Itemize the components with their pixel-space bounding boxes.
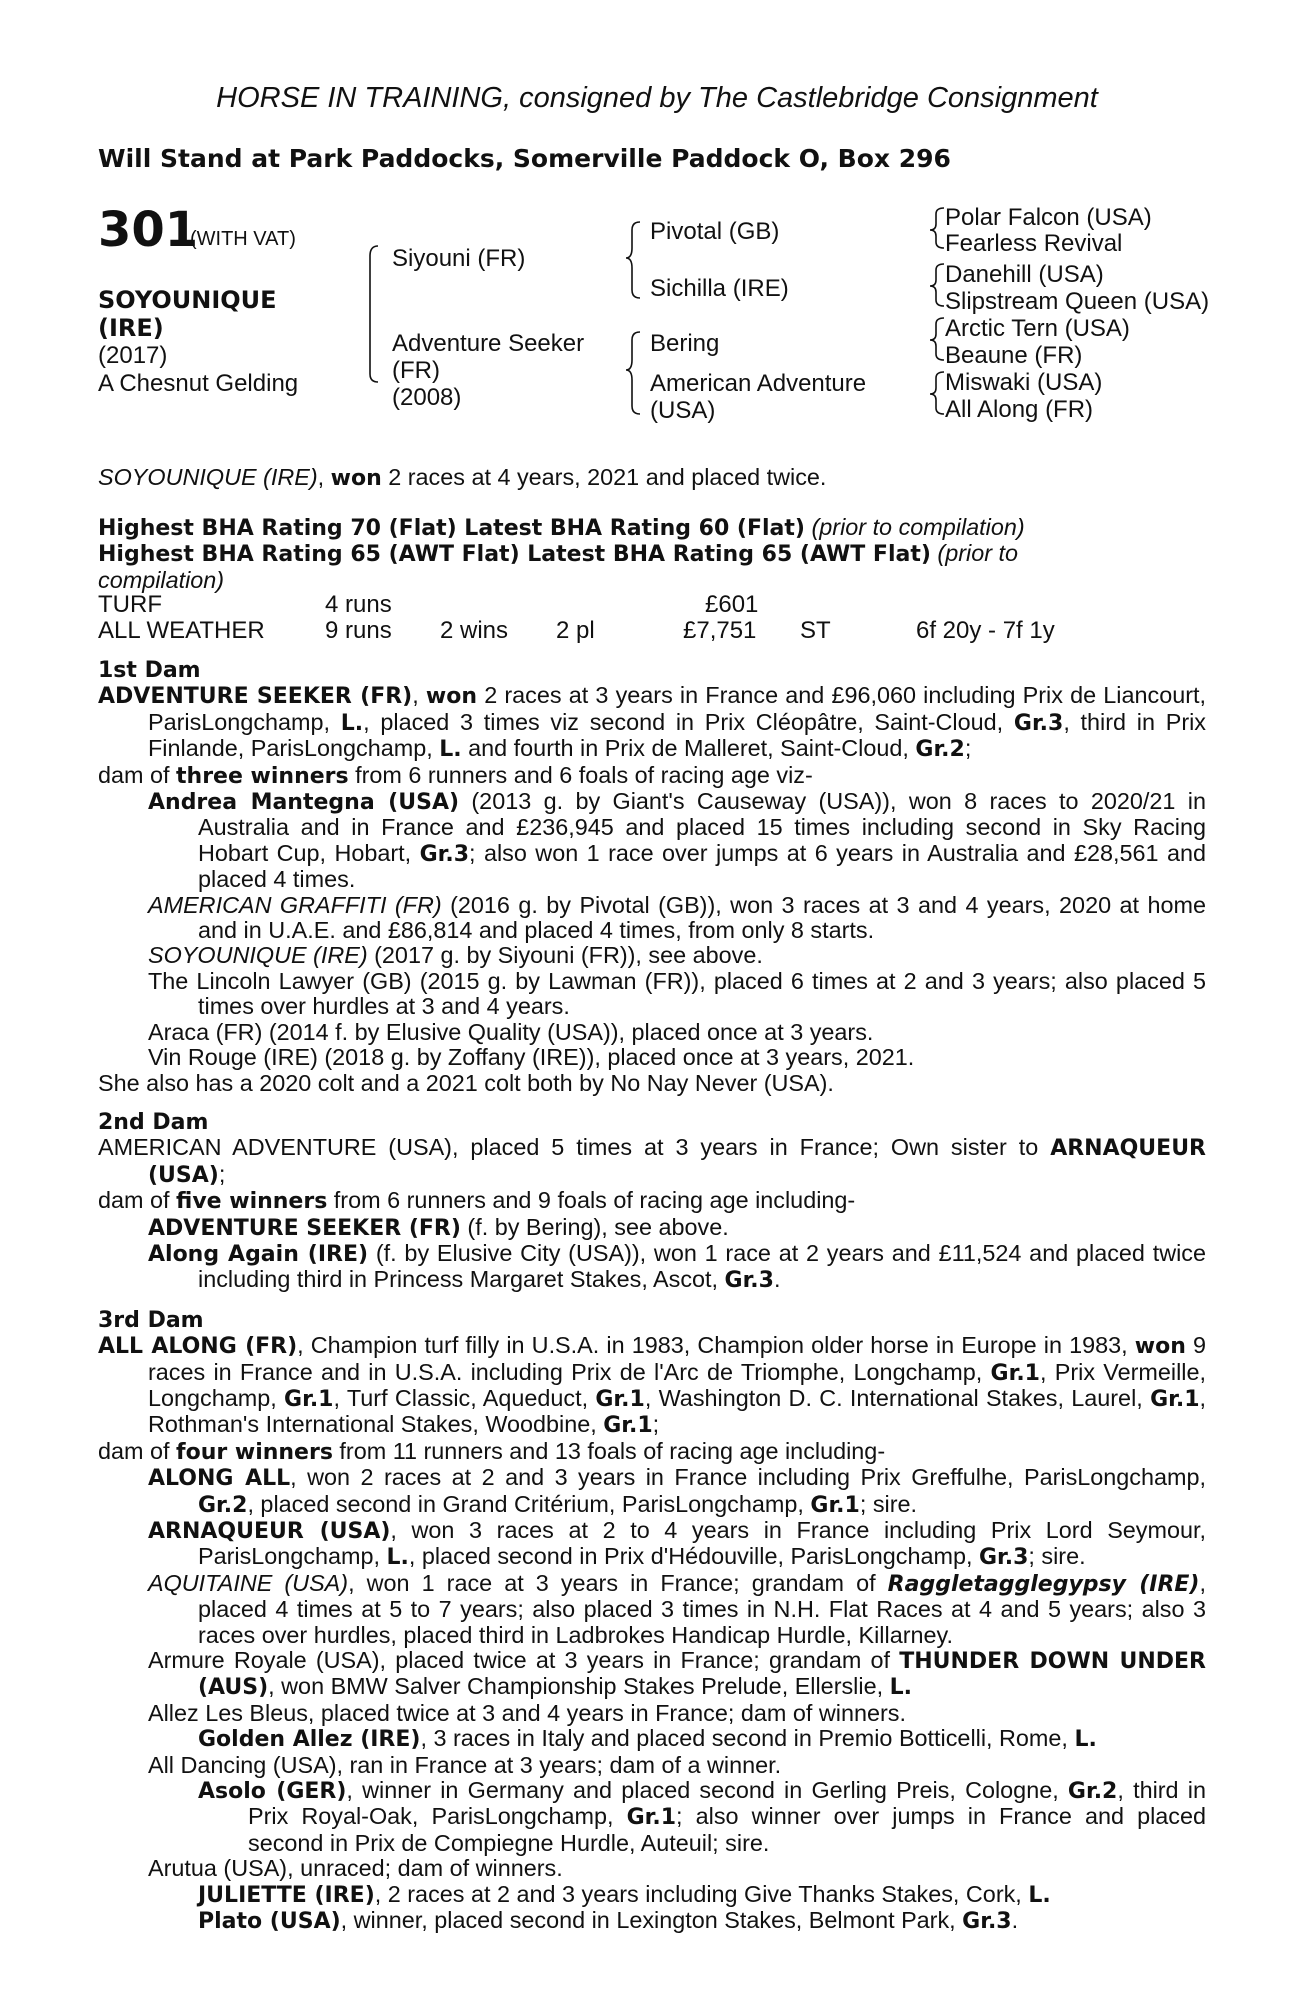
brace-gen1 [370, 246, 378, 382]
dam2-heading: 2nd Dam [98, 1109, 209, 1135]
gen3-dds: Miswaki (USA) [945, 369, 1103, 396]
produce-name: ADVENTURE SEEKER (FR) [148, 1215, 461, 1241]
grand-produce-name: Raggletagglegypsy (IRE) [887, 1571, 1200, 1597]
dam-narrative [98, 658, 1206, 1935]
grand-produce-name: Asolo (GER) [198, 1779, 347, 1805]
summary-won: won [330, 466, 382, 491]
dam1-heading: 1st Dam [98, 658, 201, 683]
produce-text: , won 2 races at 2 and 3 years in France including Prix Greffulhe, ParisLongchamp, [290, 1464, 1207, 1491]
produce-name: SOYOUNIQUE (IRE) [148, 942, 368, 969]
dam3-produce-3 [148, 1571, 1206, 1648]
dam1-produce-5: Araca (FR) (2014 f. by Elusive Quality (USA)), placed once at 3 years. [148, 1018, 874, 1045]
dam3-text-5: , Washington D. C. International Stakes, Laurel, [644, 1384, 1151, 1411]
dam3-grandproduce-7a [198, 1882, 1206, 1908]
dam1-gr2: Gr.2 [915, 737, 965, 763]
produce-text: , won 3 races at 2 to 4 years in France including Prix Lord Seymour, ParisLongchamp, [198, 1517, 1206, 1570]
produce-text: , winner in Germany and placed second in Gerling Preis, Cologne, [346, 1777, 1068, 1804]
dam3-gr1: Gr.1 [595, 1386, 645, 1412]
produce-listed: L. [1028, 1882, 1051, 1908]
dam3-produce-4 [148, 1648, 1206, 1701]
dam1-produce-4: The Lincoln Lawyer (GB) (2015 g. by Lawman (FR)), placed 6 times at 2 and 3 years; also placed 5 times over hurdles at 3 and 4 years. [148, 967, 1206, 1020]
dam1-listed: L. [340, 710, 364, 736]
gen3-sss: Polar Falcon (USA) [945, 204, 1152, 231]
produce-name: AMERICAN GRAFFITI (FR) [148, 891, 442, 918]
brace-ss [930, 208, 944, 248]
produce-text: (2013 g. by Giant's Causeway (USA)), won 8 races to 2020/21 in Australia and in France and £236,945 and placed 15 times including second in Sky Racing Hobart Cup, Hobart, [198, 788, 1206, 866]
dam3-won: won [1134, 1334, 1186, 1360]
dam2-produce-intro [98, 1188, 1206, 1214]
dam3-gr1: Gr.1 [284, 1386, 334, 1412]
produce-text: , 2 races at 2 and 3 years including Give Thanks Stakes, Cork, [374, 1880, 1029, 1907]
produce-grade: Gr.3 [962, 1909, 1012, 1935]
produce-listed: L. [386, 1545, 409, 1571]
grand-produce-name: Golden Allez (IRE) [198, 1727, 421, 1753]
horse-name-line2: (IRE) [98, 314, 164, 342]
dam2-produce-1 [148, 1215, 1206, 1241]
produce-text-2: , placed 4 times at 5 to 7 years; also placed 3 times in N.H. Flat Races at 4 and 5 years; also 3 races over hurdles, placed third in Ladbrokes Handicap Hurdle, Killarney. [198, 1569, 1206, 1648]
produce-name: Along Again (IRE) [148, 1241, 369, 1267]
dam1-produce-6: Vin Rouge (IRE) (2018 g. by Zoffany (IRE)), placed once at 3 years, 2021. [148, 1044, 915, 1071]
horse-description: A Chesnut Gelding [98, 370, 299, 397]
produce-grade: Gr.3 [978, 1545, 1029, 1571]
aw-wins: 2 wins [440, 617, 509, 644]
dam-dam [650, 370, 866, 424]
dam1-text-3: , third in Prix Finlande, ParisLongchamp, [148, 708, 1206, 762]
dam3-damof-a: dam of [98, 1437, 177, 1464]
produce-text-2: , won BMW Salver Championship Stakes Prelude, Ellerslie, [268, 1673, 890, 1700]
turf-label: TURF [98, 591, 162, 618]
produce-text: (2016 g. by Pivotal (GB)), won 3 races at 3 and 4 years, 2020 at home and in U.A.E. and £86,814 and placed 4 times, from only 8 starts. [198, 891, 1206, 944]
produce-text: , won 1 race at 3 years in France; grandam of [348, 1569, 888, 1596]
grand-produce-name: THUNDER DOWN UNDER (AUS) [198, 1649, 1206, 1701]
dam1-text-2: , placed 3 times viz second in Prix Cléopâtre, Saint-Cloud, [363, 708, 1014, 735]
dam1-produce-1 [148, 789, 1206, 893]
rating-awt-text: Highest BHA Rating 65 (AWT Flat) Latest BHA Rating 65 (AWT Flat) [98, 542, 931, 568]
dam1-foals-note: She also has a 2020 colt and a 2021 colt both by No Nay Never (USA). [98, 1069, 834, 1096]
dam1-produce-2 [148, 893, 1206, 944]
brace-dd [930, 372, 944, 414]
produce-name: Andrea Mantegna (USA) [148, 790, 460, 816]
dam3-damof-c: from 11 runners and 13 foals of racing age including- [332, 1437, 886, 1464]
sire: Siyouni (FR) [392, 245, 526, 272]
produce-text-2: , placed second in Prix d'Hédouville, ParisLongchamp, [408, 1543, 979, 1570]
sire-sire: Pivotal (GB) [650, 218, 780, 245]
dam3-text-2: 9 races in France and in U.S.A. including Prix de l'Arc de Triomphe, Longchamp, [148, 1332, 1206, 1385]
aw-distance: 6f 20y - 7f 1y [916, 617, 1055, 644]
aw-label: ALL WEATHER [98, 617, 265, 644]
dam1-text-4: and fourth in Prix de Malleret, Saint-Cloud, [461, 735, 916, 762]
produce-grade: Gr.1 [626, 1805, 677, 1831]
summary-text: 2 races at 4 years, 2021 and placed twice. [381, 464, 827, 490]
produce-text-2: , placed second in Grand Critérium, ParisLongchamp, [247, 1490, 811, 1517]
dam3-text-4: , Turf Classic, Aqueduct, [333, 1384, 596, 1411]
aw-runs: 9 runs [325, 617, 392, 644]
dam3-grandproduce-6 [198, 1778, 1206, 1856]
rating-awt [98, 541, 1206, 567]
produce-text-2: . [773, 1266, 781, 1293]
dam-line3: (2008) [392, 384, 462, 411]
gen3-ssd: Fearless Revival [945, 230, 1123, 257]
produce-text-2: , third in Prix Royal-Oak, ParisLongchamp, [248, 1777, 1206, 1830]
produce-name: ARNAQUEUR (USA) [148, 1519, 391, 1544]
produce-text: (2017 g. by Siyouni (FR)), see above. [367, 942, 763, 969]
produce-text-3: ; sire. [1028, 1543, 1086, 1570]
aw-placed: 2 pl [556, 617, 595, 644]
dam2-sister: ARNAQUEUR (USA) [148, 1136, 1206, 1188]
produce-grade: Gr.2 [198, 1492, 248, 1518]
produce-grade: Gr.3 [724, 1268, 774, 1294]
gen3-dss: Arctic Tern (USA) [945, 315, 1130, 342]
produce-grade: Gr.1 [810, 1492, 860, 1518]
dam3-name: ALL ALONG (FR) [98, 1334, 298, 1360]
brace-sd [930, 264, 944, 306]
dam3-gr1: Gr.1 [990, 1360, 1040, 1386]
turf-money: £601 [705, 591, 759, 618]
produce-text: Armure Royale (USA), placed twice at 3 years in France; grandam of [148, 1647, 900, 1674]
race-summary [98, 465, 1206, 491]
dam1-listed-2: L. [439, 737, 462, 763]
dam-dam-line1: American Adventure [650, 370, 867, 397]
produce-text: (f. by Bering), see above. [460, 1213, 729, 1240]
produce-grade: Gr.3 [419, 841, 470, 867]
gen3-sdd: Slipstream Queen (USA) [945, 288, 1210, 315]
dam3-produce-6: All Dancing (USA), ran in France at 3 years; dam of a winner. [148, 1751, 782, 1778]
dam1-gr3: Gr.3 [1013, 710, 1064, 736]
dam1-produce-3 [148, 943, 1206, 968]
grand-produce-name: Plato (USA) [198, 1909, 341, 1935]
horse-year: (2017) [98, 342, 168, 369]
gen3-sds: Danehill (USA) [945, 261, 1104, 288]
gen3-dsd: Beaune (FR) [945, 342, 1083, 369]
dam1-text-5: ; [964, 735, 972, 762]
dam2-produce-2 [148, 1241, 1206, 1294]
dam3-text-6: , Rothman's International Stakes, Woodbine, [148, 1384, 1206, 1438]
produce-text-2: ; also won 1 race over jumps at 6 years in Australia and £28,561 and placed 4 times. [198, 839, 1206, 893]
brace-dam [626, 332, 640, 414]
ratings [98, 515, 1206, 593]
dam1-winners-count: three winners [176, 763, 349, 789]
stand-location: Will Stand at Park Paddocks, Somerville Paddock O, Box 296 [98, 144, 951, 173]
dam3-produce-2 [148, 1518, 1206, 1571]
dam-sire: Bering [650, 330, 720, 357]
vat-note: (WITH VAT) [190, 228, 296, 250]
dam1-produce-intro [98, 763, 1206, 789]
dam3-gr1: Gr.1 [1150, 1386, 1200, 1412]
dam3-produce-7: Arutua (USA), unraced; dam of winners. [148, 1855, 563, 1882]
dam3-record [98, 1333, 1206, 1439]
dam3-grandproduce-5 [198, 1726, 1206, 1752]
dam3-text-1: , Champion turf filly in U.S.A. in 1983, Champion older horse in Europe in 1983, [297, 1332, 1135, 1359]
produce-text-3: ; sire. [859, 1490, 918, 1517]
dam2-damof-c: from 6 runners and 9 foals of racing age including- [327, 1187, 856, 1214]
dam3-produce-5: Allez Les Bleus, placed twice at 3 and 4 years in France; dam of winners. [148, 1699, 906, 1726]
produce-text: , 3 races in Italy and placed second in Premio Botticelli, Rome, [420, 1725, 1075, 1752]
brace-sire [626, 222, 640, 298]
produce-text-2: . [1011, 1907, 1019, 1934]
dam1-name: ADVENTURE SEEKER (FR) [98, 684, 413, 710]
produce-name: AQUITAINE (USA) [148, 1569, 349, 1596]
dam3-produce-intro [98, 1439, 1206, 1465]
rating-awt-note: (prior to [930, 540, 1019, 567]
race-stats [98, 591, 1206, 647]
dam3-grandproduce-7b [198, 1908, 1206, 1934]
turf-runs: 4 runs [325, 591, 392, 618]
dam3-heading: 3rd Dam [98, 1307, 204, 1333]
dam2-text-1: AMERICAN ADVENTURE (USA), placed 5 times at 3 years in France; Own sister to [98, 1134, 1051, 1161]
lot-number: 301 [98, 202, 199, 258]
dam3-produce-1 [148, 1465, 1206, 1518]
dam2-text-2: ; [218, 1160, 226, 1187]
horse-name-line1: SOYOUNIQUE [98, 286, 277, 314]
dam1-damof-c: from 6 runners and 6 foals of racing age viz- [348, 761, 813, 788]
dam-line1: Adventure Seeker [392, 330, 585, 357]
dam1-text-1: 2 races at 3 years in France and £96,060 including Prix de Liancourt, ParisLongchamp, [148, 682, 1206, 735]
summary-name: SOYOUNIQUE (IRE) [98, 464, 318, 490]
dam3-winners-count: four winners [176, 1439, 333, 1465]
rating-awt-note-cont: compilation) [98, 566, 225, 593]
dam3-gr1: Gr.1 [603, 1413, 653, 1439]
dam1-record: ADVENTURE SEEKER (FR), won 2 races at 3 years in France and £96,060 including Prix de Liancourt, ParisLongchamp, L., placed 3 times viz second in Prix Cléopâtre, Saint-Cloud, Gr.3, third in Prix Finlande, ParisLongchamp, L. and fourth in Prix de Malleret, Saint-Cloud, Gr.2; [98, 682, 1206, 763]
aw-money: £7,751 [683, 617, 757, 644]
grand-produce-name: JULIETTE (IRE) [198, 1882, 375, 1908]
produce-listed: L. [1074, 1727, 1097, 1753]
produce-text: (f. by Elusive City (USA)), won 1 race at 2 years and £11,524 and placed twice including third in Princess Margaret Stakes, Ascot, [198, 1239, 1206, 1293]
sire-dam: Sichilla (IRE) [650, 275, 789, 302]
dam2-damof-a: dam of [98, 1187, 177, 1214]
dam [392, 330, 584, 411]
dam1-won: won [425, 684, 478, 710]
aw-surface: ST [800, 617, 831, 644]
gen3-ddd: All Along (FR) [945, 396, 1094, 423]
produce-text: , winner, placed second in Lexington Stakes, Belmont Park, [340, 1907, 963, 1934]
dam2-winners-count: five winners [176, 1189, 328, 1215]
produce-listed: L. [889, 1675, 912, 1701]
produce-grade: Gr.2 [1067, 1779, 1118, 1805]
dam-line2: (FR) [392, 357, 440, 384]
dam-dam-line2: (USA) [650, 397, 716, 424]
page-header: HORSE IN TRAINING, consigned by The Castlebridge Consignment [216, 82, 1098, 114]
dam3-text-3: , Prix Vermeille, Longchamp, [148, 1358, 1206, 1411]
dam1-damof-a: dam of [98, 761, 177, 788]
produce-text-3: ; also winner over jumps in France and placed second in Prix de Compiegne Hurdle, Auteuil; sire. [248, 1803, 1206, 1856]
rating-flat [98, 515, 1206, 541]
summary-comma: , [317, 464, 331, 490]
dam3-text-7: ; [652, 1411, 660, 1438]
rating-flat-note: (prior to compilation) [804, 514, 1025, 540]
rating-flat-text: Highest BHA Rating 70 (Flat) Latest BHA Rating 60 (Flat) [98, 516, 805, 541]
produce-name: ALONG ALL [148, 1466, 291, 1492]
brace-ds [930, 318, 944, 360]
dam2-record [98, 1135, 1206, 1188]
